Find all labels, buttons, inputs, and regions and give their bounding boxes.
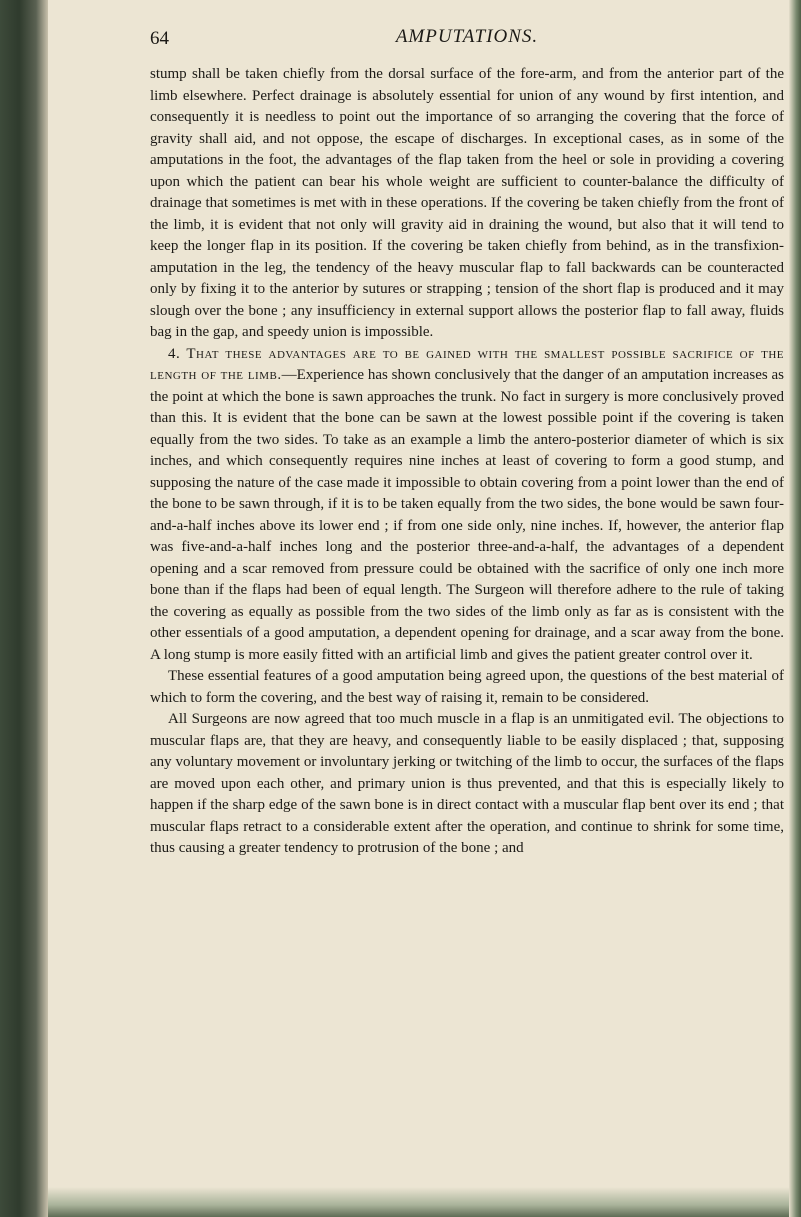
- page-number: 64: [150, 28, 169, 49]
- book-binding-edge: [0, 0, 48, 1217]
- page-bottom-edge: [48, 1187, 789, 1217]
- book-page: [150, 24, 784, 1164]
- paragraph-2: [150, 344, 784, 667]
- paragraph-4: All Surgeons are now agreed that too much muscle in a flap is an unmitigated evil. The objections to muscular flaps are, that they are heavy, and consequently liable to be easily displaced ; that, supposing any voluntary movement or involuntary jerking or twitching of the limb to occur, the surfaces of the flaps are moved upon each other, and primary union is thus prevented, and that this is especially likely to happen if the sharp edge of the sawn bone is in direct contact with a muscular flap bent over its end ; that muscular flaps retract to a considerable extent after the operation, and continue to shrink for some time, thus causing a greater tendency to protrusion of the bone ; and: [150, 711, 784, 856]
- running-title: AMPUTATIONS.: [395, 26, 539, 47]
- paragraph-1: stump shall be taken chiefly from the dorsal surface of the fore-arm, and from the anterior part of the limb elsewhere. Perfect drainage is absolutely essential for union of any wound by first intention, and consequently it is needless to point out the importance of so arranging the covering that the force of gravity shall aid, and not oppose, the escape of discharges. In exceptional cases, as in some of the amputations in the foot, the advantages of the flap taken from the heel or sole in providing a covering upon which the patient can bear his whole weight are sufficient to counter-balance the difficulty of drainage that sometimes is met with in these operations. If the covering be taken chiefly from the front of the limb, it is evident that not only will gravity aid in draining the wound, but also that it will tend to keep the longer flap in its position. If the covering be taken chiefly from behind, as in the transfixion-amputation in the leg, the tendency of the heavy muscular flap to fall backwards can be counteracted only by fixing it to the anterior by sutures or strapping ; tension of the short flap is produced and it may slough over the bone ; any insufficiency in external support allows the posterior flap to fall away, fluids bag in the gap, and speedy union is impossible.: [150, 66, 784, 340]
- running-head: [150, 24, 784, 58]
- section-heading: 4. That these advantages are to be gained with the smallest possible sacrifice of the length of the limb.: [150, 345, 784, 383]
- paragraph-3: These essential features of a good amputation being agreed upon, the questions of the best material of which to form the covering, and the best way of raising it, remain to be considered.: [150, 668, 784, 706]
- paragraph-2-text: —Experience has shown conclusively that the danger of an amputation increases as the point at which the bone is sawn approaches the trunk. No fact in surgery is more conclusively proved than this. It is evident that the bone can be sawn at the lowest possible point if the covering is taken equally from the two sides. To take as an example a limb the antero-posterior diameter of which is six inches, and which consequently requires nine inches at least of covering to form a good stump, and supposing the nature of the case made it impossible to obtain covering from a point lower than the end of the bone to be sawn through, if it is to be taken equally from the two sides, the bone would be sawn four-and-a-half inches above its lower end ; if from one side only, nine inches. If, however, the anterior flap was five-and-a-half inches long and the posterior three-and-a-half, the advantages of a dependent opening and a scar removed from pressure could be obtained with the sacrifice of only one inch more bone than if the flaps had been of equal length. The Surgeon will therefore adhere to the rule of taking the covering as equally as possible from the two sides of the limb only as far as is consistent with the other essentials of a good amputation, a dependent opening for drainage, and a scar away from the bone. A long stump is more easily fitted with an artificial limb and gives the patient greater control over it.: [150, 367, 784, 663]
- page-right-edge: [789, 0, 801, 1217]
- body-text: [150, 64, 784, 860]
